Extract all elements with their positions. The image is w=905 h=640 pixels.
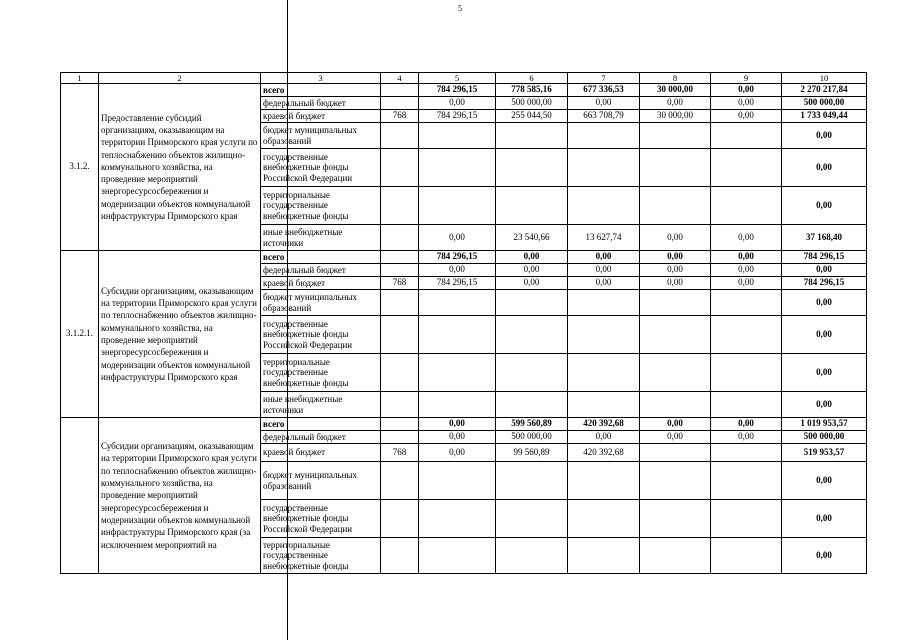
value-cell: 0,00 <box>640 264 711 277</box>
value-cell: 0,00 <box>711 84 782 97</box>
value-cell: 0,00 <box>640 418 711 431</box>
source-label: краевой бюджет <box>261 444 381 462</box>
value-cell <box>711 444 782 462</box>
header-cell: 8 <box>640 73 711 84</box>
value-cell: 99 560,89 <box>496 444 568 462</box>
value-cell: 0,00 <box>711 97 782 110</box>
total-cell: 37 168,40 <box>782 225 867 251</box>
source-label: федеральный бюджет <box>261 264 381 277</box>
source-label: территориальные государственные внебюджетные фонды <box>261 187 381 225</box>
value-cell: 500 000,00 <box>496 97 568 110</box>
value-cell: 0,00 <box>419 264 496 277</box>
source-label: государственные внебюджетные фонды Российской Федерации <box>261 316 381 354</box>
value-cell: 0,00 <box>711 225 782 251</box>
value-cell: 0,00 <box>711 110 782 123</box>
value-cell: 420 392,68 <box>568 444 640 462</box>
value-cell: 0,00 <box>640 97 711 110</box>
source-label: территориальные государственные внебюджетные фонды <box>261 538 381 574</box>
value-cell: 0,00 <box>496 251 568 264</box>
value-cell: 0,00 <box>419 431 496 444</box>
page-number: 5 <box>458 4 462 13</box>
value-cell: 420 392,68 <box>568 418 640 431</box>
total-cell: 519 953,57 <box>782 444 867 462</box>
total-cell: 1 019 953,57 <box>782 418 867 431</box>
row-description: Субсидии организациям, оказывающим на территории Приморского края услуги по теплоснабжению объектов жилищно-коммунального хозяйства, на проведение мероприятий энергоресурсосбережения и модернизации объектов коммунальной инфраструктуры Приморского края (за исключением мероприятий на <box>99 418 261 574</box>
source-label: бюджет муниципальных образований <box>261 462 381 500</box>
value-cell: 0,00 <box>711 264 782 277</box>
total-cell: 2 270 217,84 <box>782 84 867 97</box>
total-cell: 0,00 <box>782 462 867 500</box>
table-row <box>61 418 867 431</box>
budget-table <box>60 72 867 574</box>
value-cell: 0,00 <box>496 264 568 277</box>
total-cell: 500 000,00 <box>782 97 867 110</box>
value-cell: 0,00 <box>711 251 782 264</box>
source-label: бюджет муниципальных образований <box>261 290 381 316</box>
value-cell: 677 336,53 <box>568 84 640 97</box>
value-cell: 0,00 <box>568 277 640 290</box>
value-cell <box>640 444 711 462</box>
value-cell: 0,00 <box>419 418 496 431</box>
value-cell: 13 627,74 <box>568 225 640 251</box>
value-cell: 784 296,15 <box>419 277 496 290</box>
value-cell: 778 585,16 <box>496 84 568 97</box>
value-cell: 0,00 <box>419 225 496 251</box>
total-cell: 0,00 <box>782 264 867 277</box>
value-cell: 784 296,15 <box>419 84 496 97</box>
total-cell: 0,00 <box>782 316 867 354</box>
header-cell: 10 <box>782 73 867 84</box>
value-cell: 0,00 <box>568 251 640 264</box>
value-cell: 0,00 <box>711 431 782 444</box>
value-cell: 0,00 <box>568 264 640 277</box>
value-cell: 0,00 <box>640 431 711 444</box>
value-cell: 663 708,79 <box>568 110 640 123</box>
value-cell: 30 000,00 <box>640 84 711 97</box>
header-cell: 4 <box>381 73 419 84</box>
row-code: 3.1.2. <box>61 84 99 251</box>
total-cell: 500 000,00 <box>782 431 867 444</box>
total-cell: 0,00 <box>782 290 867 316</box>
source-label: федеральный бюджет <box>261 97 381 110</box>
header-cell: 5 <box>419 73 496 84</box>
total-cell: 784 296,15 <box>782 277 867 290</box>
kbk-code: 768 <box>381 110 419 123</box>
source-label: территориальные государственные внебюджетные фонды <box>261 354 381 392</box>
value-cell: 0,00 <box>419 444 496 462</box>
value-cell: 0,00 <box>496 277 568 290</box>
source-label: краевой бюджет <box>261 110 381 123</box>
value-cell: 784 296,15 <box>419 251 496 264</box>
value-cell: 0,00 <box>640 225 711 251</box>
value-cell: 599 560,89 <box>496 418 568 431</box>
table-row <box>61 251 867 264</box>
source-label: всего <box>261 84 381 97</box>
value-cell: 30 000,00 <box>640 110 711 123</box>
header-cell: 7 <box>568 73 640 84</box>
value-cell: 0,00 <box>711 418 782 431</box>
row-description: Субсидии организациям, оказывающим на территории Приморского края услуги по теплоснабжению объектов жилищно-коммунального хозяйства, на проведение мероприятий энергоресурсосбережения и модернизации объектов коммунальной инфраструктуры Приморского края <box>99 251 261 418</box>
value-cell: 0,00 <box>568 97 640 110</box>
total-cell: 0,00 <box>782 538 867 574</box>
source-label: всего <box>261 418 381 431</box>
total-cell: 0,00 <box>782 187 867 225</box>
total-cell: 0,00 <box>782 123 867 149</box>
source-label: иные внебюджетные источники <box>261 225 381 251</box>
header-cell: 6 <box>496 73 568 84</box>
source-label: государственные внебюджетные фонды Российской Федерации <box>261 500 381 538</box>
value-cell: 0,00 <box>711 277 782 290</box>
row-description: Предоставление субсидий организациям, оказывающим на территории Приморского края услуги по теплоснабжению объектов жилищно-коммунального хозяйства, на проведение мероприятий энергоресурсосбережения и модернизации объектов коммунальной инфраструктуры Приморского края <box>99 84 261 251</box>
header-cell: 9 <box>711 73 782 84</box>
table-row <box>61 84 867 97</box>
total-cell: 0,00 <box>782 500 867 538</box>
total-cell: 784 296,15 <box>782 251 867 264</box>
source-label: федеральный бюджет <box>261 431 381 444</box>
row-code: 3.1.2.1. <box>61 251 99 418</box>
total-cell: 0,00 <box>782 354 867 392</box>
total-cell: 1 733 049,44 <box>782 110 867 123</box>
header-cell: 2 <box>99 73 261 84</box>
value-cell: 500 000,00 <box>496 431 568 444</box>
value-cell: 0,00 <box>640 251 711 264</box>
source-label: краевой бюджет <box>261 277 381 290</box>
source-label: иные внебюджетные источники <box>261 392 381 418</box>
value-cell: 784 296,15 <box>419 110 496 123</box>
kbk-code: 768 <box>381 277 419 290</box>
total-cell: 0,00 <box>782 149 867 187</box>
header-cell: 1 <box>61 73 99 84</box>
header-row <box>61 73 867 84</box>
value-cell: 23 540,66 <box>496 225 568 251</box>
value-cell: 0,00 <box>419 97 496 110</box>
value-cell: 255 044,50 <box>496 110 568 123</box>
value-cell: 0,00 <box>640 277 711 290</box>
total-cell: 0,00 <box>782 392 867 418</box>
kbk-code: 768 <box>381 444 419 462</box>
source-label: государственные внебюджетные фонды Российской Федерации <box>261 149 381 187</box>
row-code <box>61 418 99 574</box>
value-cell: 0,00 <box>568 431 640 444</box>
source-label: всего <box>261 251 381 264</box>
source-label: бюджет муниципальных образований <box>261 123 381 149</box>
header-cell: 3 <box>261 73 381 84</box>
